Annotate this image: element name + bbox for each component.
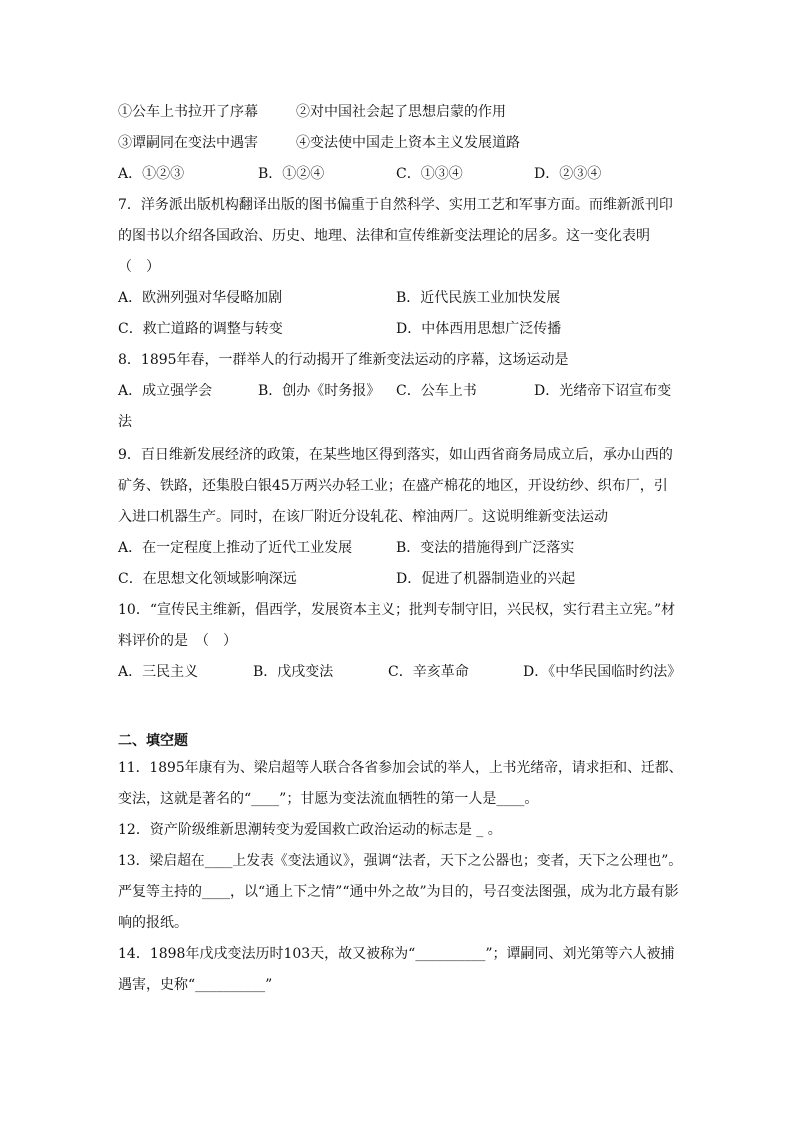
q13-line-3: 响的报纸。 xyxy=(118,915,188,931)
q14-line-1: 14．1898年戊戌变法历时103天，故又被称为“__________”；谭嗣同、刘光第等六人被捕 xyxy=(118,946,675,962)
q7-option-c: C．救亡道路的调整与转变 xyxy=(118,321,283,337)
q10-stem-line-1: 10．“宣传民主维新，倡西学，发展资本主义；批判专制守旧，兴民权，实行君主立宪。”材 xyxy=(118,602,676,618)
q8-option-d: D．光绪帝下诏宣布变 xyxy=(534,383,672,399)
q6-options-row xyxy=(118,164,602,184)
q9-stem-line-1: 9．百日维新发展经济的政策，在某些地区得到落实，如山西省商务局成立后，承办山西的 xyxy=(118,447,673,463)
q10-option-c: C．辛亥革命 xyxy=(388,664,469,680)
q7-stem-line-2: 的图书以介绍各国政治、历史、地理、法律和宣传维新变法理论的居多。这一变化表明 xyxy=(118,228,650,244)
q6-option-d: D．②③④ xyxy=(534,166,602,182)
q9-stem-line-2: 矿务、铁路，还集股白银45万两兴办轻工业；在盛产棉花的地区，开设纺纱、织布厂，引 xyxy=(118,478,668,494)
q11-line-2: 变法，这就是著名的“____”；甘愿为变法流血牺牲的第一人是____。 xyxy=(118,791,539,807)
q10-option-d: D．《中华民国临时约法》 xyxy=(523,664,682,680)
q9-option-b: B．变法的措施得到广泛落实 xyxy=(396,540,575,556)
q13-line-2: 严复等主持的____，以“通上下之情”“通中外之故”为目的，号召变法图强，成为北方最有影 xyxy=(118,884,679,900)
q7-options-row-2 xyxy=(118,319,562,339)
q13-line-1: 13．梁启超在____上发表《变法通议》，强调“法者，天下之公器也；变者，天下之公理也”。 xyxy=(118,853,683,869)
q7-stem-line-3: （ ） xyxy=(118,259,160,275)
q8-stem: 8．1895年春，一群举人的行动揭开了维新变法运动的序幕，这场运动是 xyxy=(118,352,569,368)
q6-option-a: A．①②③ xyxy=(118,166,185,182)
q8-option-b: B．创办《时务报》 xyxy=(258,383,381,399)
q6-option-b: B．①②④ xyxy=(258,166,325,182)
q11-line-1: 11．1895年康有为、梁启超等人联合各省参加会试的举人，上书光绪帝，请求拒和、迁都、 xyxy=(118,760,683,776)
q8-option-a: A．成立强学会 xyxy=(118,383,213,399)
q9-option-c: C．在思想文化领域影响深远 xyxy=(118,571,297,587)
q12-line-1: 12．资产阶级维新思潮转变为爱国救亡政治运动的标志是 _ 。 xyxy=(118,822,502,838)
q7-option-b: B．近代民族工业加快发展 xyxy=(396,290,561,306)
q6-statement-3: ③谭嗣同在变法中遇害 xyxy=(118,135,258,151)
q9-options-row-2 xyxy=(118,569,576,589)
q10-option-a: A．三民主义 xyxy=(118,664,199,680)
q6-statements-row-1 xyxy=(118,102,506,122)
q9-options-row-1 xyxy=(118,538,575,558)
q9-option-d: D．促进了机器制造业的兴起 xyxy=(396,571,576,587)
q7-options-row-1 xyxy=(118,288,561,308)
q8-option-d-wrap: 法 xyxy=(118,414,132,430)
q6-statements-row-2 xyxy=(118,133,520,153)
q10-stem-line-2: 料评价的是 （ ） xyxy=(118,633,237,649)
q10-option-b: B．戊戌变法 xyxy=(253,664,334,680)
q7-option-d: D．中体西用思想广泛传播 xyxy=(396,321,562,337)
q7-option-a: A．欧洲列强对华侵略加剧 xyxy=(118,290,283,306)
section-2-title: 二、填空题 xyxy=(118,733,188,749)
q9-option-a: A．在一定程度上推动了近代工业发展 xyxy=(118,540,353,556)
q6-statement-2: ②对中国社会起了思想启蒙的作用 xyxy=(296,104,506,120)
q8-option-c: C．公车上书 xyxy=(396,383,477,399)
q8-options-row xyxy=(118,381,672,401)
q14-line-2: 遇害，史称“__________” xyxy=(118,977,273,993)
q9-stem-line-3: 入进口机器生产。同时，在该厂附近分设轧花、榨油两厂。这说明维新变法运动 xyxy=(118,509,608,525)
q10-options-row xyxy=(118,662,682,682)
q6-statement-4: ④变法使中国走上资本主义发展道路 xyxy=(296,135,520,151)
q6-option-c: C．①③④ xyxy=(396,166,463,182)
q6-statement-1: ①公车上书拉开了序幕 xyxy=(118,104,258,120)
q7-stem-line-1: 7．洋务派出版机构翻译出版的图书偏重于自然科学、实用工艺和军事方面。而维新派刊印 xyxy=(118,197,673,213)
